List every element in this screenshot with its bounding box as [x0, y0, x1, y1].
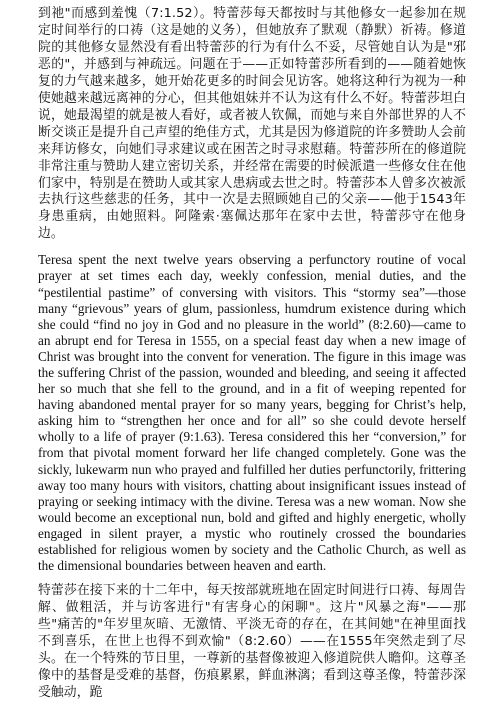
- paragraph-english: Teresa spent the next twelve years observing a perfunctory routine of vocal prayer at set times each day, weekly confession, menial duties, and the “pestilential pastime” of conversing with visitors. This “stormy sea”—those many “grievous” years of glum, passionless, humdrum existence during which she could “find no joy in God and no pleasure in the world” (8:2.60)—came to an abrupt end for Teresa in 1555, on a special feast day when a new image of Christ was brought into the convent for veneration. The figure in this image was the suffering Christ of the passion, wounded and bleeding, and seeing it affected her so much that she fell to the ground, and in a fit of weeping repented for having abandoned mental prayer for so many years, begging for Christ’s help, asking him to “strengthen her once and for all” so she could devote herself wholly to a life of prayer (9:1.63). Teresa considered this her “conversion,” for from that pivotal moment forward her life changed completely. Gone was the sickly, lukewarm nun who prayed and fulfilled her duties perfunctorily, frittering away too many hours with visitors, chatting about insignificant issues instead of praying or seeking intimacy with the divine. Teresa was a new woman. Now she would become an exceptional nun, bold and gifted and highly energetic, wholly engaged in silent prayer, a mystic who routinely crossed the boundaries established for religious women by society and the Catholic Church, as well as the dimensional boundaries between heaven and earth.: [38, 252, 466, 574]
- paragraph-chinese-2: 特蕾莎在接下来的十二年中，每天按部就班地在固定时间进行口祷、每周告解、做粗活，并与访客进行"有害身心的闲聊"。这片"风暴之海"——那些"痛苦的"年岁里灰暗、无激情、平淡无奇的存在，在其间她"在神里面找不到喜乐，在世上也得不到欢愉"（8:2.60）——在1555年突然走到了尽头。在一个特殊的节日里，一尊新的基督像被迎入修道院供人瞻仰。这尊圣像中的基督是受难的基督，伤痕累累，鲜血淋漓；看到这尊圣像，特蕾莎深受触动，跪: [38, 583, 466, 700]
- paragraph-chinese-1: 到祂"而感到羞愧（7:1.52）。特蕾莎每天都按时与其他修女一起参加在规定时间举行的口祷（这是她的义务），但她放弃了默观（静默）祈祷。修道院的其他修女显然没有看出特蕾莎的行为有什么不妥，尽管她自认为是"邪恶的"，并感到与神疏远。问题在于——正如特蕾莎所看到的——随着她恢复的力气越来越多，她开始花更多的时间会见访客。她将这种行为视为一种使她越来越远离神的分心，但其他姐妹并不认为这有什么不好。特蕾莎坦白说，她最渴望的就是被人看好，或者被人钦佩，而她与来自外部世界的人不断交谈正是提升自己声望的绝佳方式，尤其是因为修道院的许多赞助人会前来拜访修女，向她们寻求建议或在困苦之时寻求慰藉。特蕾莎所在的修道院非常注重与赞助人建立密切关系，并经常在需要的时候派遣一些修女住在他们家中，特别是在赞助人或其家人患病或去世之时。特蕾莎本人曾多次被派去执行这些慈悲的任务，其中一次是去照顾她自己的父亲——他于1543年身患重病，由她照料。阿隆索·塞佩达那年在家中去世，特蕾莎守在他身边。: [38, 6, 466, 242]
- document-page: [38, 6, 466, 702]
